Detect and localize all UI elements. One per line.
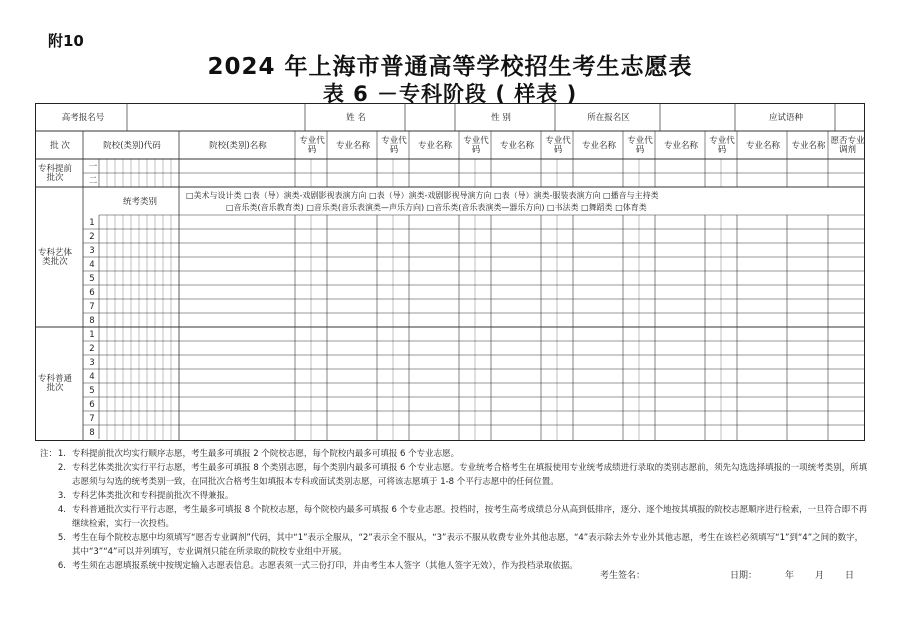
gender-label: 性 别 (491, 112, 511, 123)
major-code-header: 专业代码 (627, 136, 653, 155)
signature-label: 考生签名： (600, 571, 646, 581)
date-label: 日期： (730, 571, 758, 581)
row-number: 3 (89, 245, 95, 256)
form-title: 2024 年上海市普通高等学校招生考生志愿表 (207, 54, 693, 80)
note-text: 专科艺体类批次实行平行志愿，考生最多可填报 8 个类别志愿，每个类别内最多可填报 6 个专业志愿。专业统考合格考生在填报使用专业统考成绩进行录取的类别志愿前，须先勾选选择填报的一项统考类别，所填志愿须与勾选的统考类别一致，在同批次合格考生如填报本专科或面试类别志愿，可将该志愿填于 1-8 个平行志愿中的任何位置。 (72, 463, 868, 487)
row-number: 7 (89, 413, 95, 424)
note-text: 专科普通批次实行平行志愿，考生最多可填报 8 个院校志愿，每个院校内最多可填报 6 个专业志愿。投档时，按考生高考成绩总分从高到低排序，逐分、逐个地按其填报的院校志愿顺序进行检索，一旦符合即不再继续检索，实行一次投档。 (72, 505, 868, 529)
school-code-header: 院校(类别)代码 (103, 140, 161, 151)
note-text: 专科提前批次均实行顺序志愿，考生最多可填报 2 个院校志愿，每个院校内最多可填报 6 个专业志愿。 (72, 449, 460, 459)
major-code-header: 专业代码 (463, 136, 489, 155)
note-number: 3. (57, 491, 66, 501)
batch-label-regular: 专科普通批次 (38, 374, 73, 393)
early-number: 二 (88, 175, 98, 186)
batch-label-art: 专科艺体类批次 (38, 248, 73, 267)
note-number: 1. (57, 449, 66, 459)
name-label: 姓 名 (346, 112, 366, 123)
major-code-header: 专业代码 (299, 136, 325, 155)
notes-label: 注： (40, 449, 58, 459)
note-number: 6. (57, 561, 66, 571)
note-text: 考生须在志愿填报系统中按规定输入志愿表信息。志愿表须一式三份打印，并由考生本人签字（其他人签字无效），作为投档录取依据。 (72, 561, 578, 571)
year-label: 年 (785, 571, 795, 581)
major-code-header: 专业代码 (545, 136, 571, 155)
row-number: 8 (89, 427, 95, 438)
row-number: 2 (89, 231, 95, 242)
row-number: 1 (89, 217, 95, 228)
district-label: 所在报名区 (587, 112, 630, 123)
note-item (40, 489, 870, 503)
month-label: 月 (815, 571, 825, 581)
note-number: 2. (57, 463, 66, 473)
row-number: 4 (89, 259, 95, 270)
note-text: 专科艺体类批次和专科提前批次不得兼报。 (72, 491, 234, 501)
art-options-line-2[interactable]: □音乐类(音乐教育类) □音乐类(音乐表演类—声乐方向) □音乐类(音乐表演类—器乐方向) □书法类 □舞蹈类 □体育类 (226, 202, 647, 212)
early-number: 一 (88, 161, 98, 172)
row-number: 3 (89, 357, 95, 368)
note-item (40, 447, 870, 461)
row-number: 6 (89, 399, 95, 410)
row-number: 5 (89, 385, 95, 396)
note-item (40, 461, 870, 489)
school-name-header: 院校(类别)名称 (209, 140, 267, 151)
row-number: 8 (89, 315, 95, 326)
batch-header: 批 次 (50, 140, 70, 151)
test-language-label: 应试语种 (768, 112, 803, 123)
row-number: 1 (89, 329, 95, 340)
notes-section (40, 447, 870, 573)
major-name-header: 专业名称 (581, 140, 616, 151)
row-number: 7 (89, 301, 95, 312)
note-item (40, 503, 870, 531)
note-item (40, 531, 870, 559)
major-name-header: 专业名称 (499, 140, 534, 151)
annex-label: 附10 (48, 32, 84, 50)
art-category-label: 统考类别 (122, 196, 157, 207)
major-name-header: 专业名称 (745, 140, 780, 151)
exam-number-label: 高考报名号 (61, 112, 105, 123)
row-number: 2 (89, 343, 95, 354)
note-number: 4. (57, 505, 66, 515)
form-subtitle: 表 6 －专科阶段 ( 样表 ) (322, 82, 578, 106)
application-form-table (35, 103, 865, 441)
major-code-header: 专业代码 (381, 136, 407, 155)
adjust-header: 愿否专业调剂 (830, 136, 865, 155)
major-name-header: 专业名称 (663, 140, 698, 151)
batch-label-early: 专科提前批次 (38, 164, 73, 183)
major-name-header: 专业名称 (335, 140, 370, 151)
day-label: 日 (845, 571, 855, 581)
row-number: 6 (89, 287, 95, 298)
note-number: 5. (57, 533, 66, 543)
row-number: 4 (89, 371, 95, 382)
major-code-header: 专业代码 (709, 136, 735, 155)
art-options-line-1[interactable]: □美术与设计类 □表（导）演类-戏剧影视表演方向 □表（导）演类-戏剧影视导演方向 □表（导）演类-服装表演方向 □播音与主持类 (186, 190, 659, 200)
major-name-header: 专业名称 (417, 140, 452, 151)
note-text: 考生在每个院校志愿中均须填写“愿否专业调剂”代码，其中“1”表示全服从，“2”表示全不服从，“3”表示不服从收费专业外其他志愿，“4”表示除去外专业外其他志愿，考生在该栏必须填写“1”到“4”之间的数字，其中“3”“4”可以并列填写，专业调剂只能在所录取的院校专业组中开展。 (72, 533, 864, 557)
major-name-header: 专业名称 (791, 140, 826, 151)
row-number: 5 (89, 273, 95, 284)
